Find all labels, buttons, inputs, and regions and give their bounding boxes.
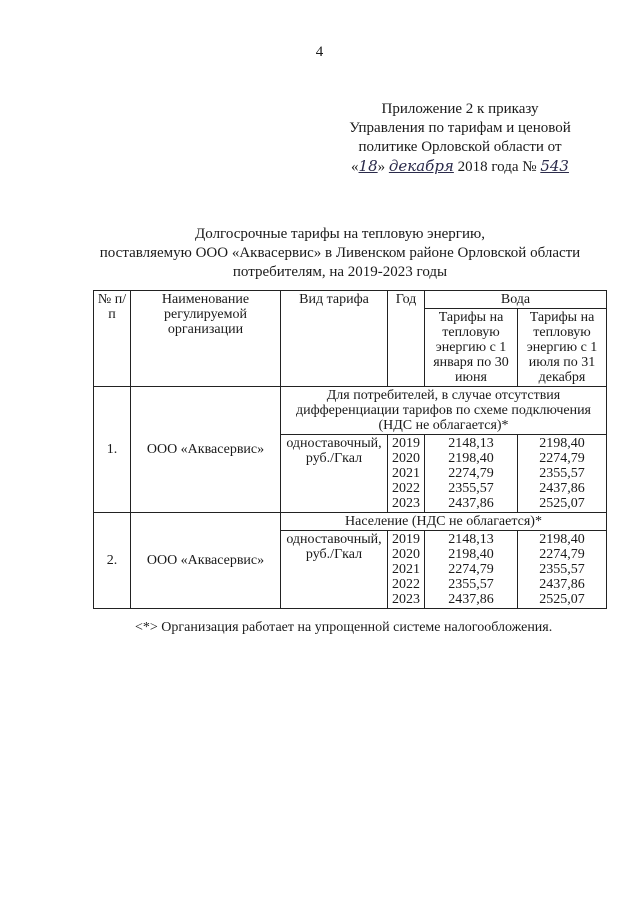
value-cell: 2274,79 xyxy=(539,547,585,562)
header-tariff-1: Тарифы на тепловую энергию с 1 января по 30 июня xyxy=(425,309,518,387)
header-year: Год xyxy=(388,291,425,387)
title-line-1: Долгосрочные тарифы на тепловую энергию, xyxy=(195,226,485,242)
value-cell: 2355,57 xyxy=(539,562,585,577)
row-2-tariff-h2 xyxy=(518,531,607,609)
value-cell: 2274,79 xyxy=(539,451,585,466)
value-cell: 2355,57 xyxy=(539,466,585,481)
table-row xyxy=(94,387,607,435)
appendix-line-2: Управления по тарифам и ценовой xyxy=(349,120,571,136)
value-cell: 2198,40 xyxy=(539,532,585,547)
document-title xyxy=(70,225,610,282)
value-cell: 2274,79 xyxy=(448,466,494,481)
row-1-tariff-type: одноставочный, руб./Гкал xyxy=(281,435,388,513)
row-1-subheader: Для потребителей, в случае отсутствия дифференциации тарифов по схеме подключения (НДС не облагается)* xyxy=(281,387,607,435)
row-2-tariff-h1 xyxy=(425,531,518,609)
value-cell: 2437,86 xyxy=(448,592,494,607)
handwritten-order-number: 543 xyxy=(540,157,569,175)
value-cell: 2274,79 xyxy=(448,562,494,577)
value-cell: 2437,86 xyxy=(539,577,585,592)
row-1-org: ООО «Аквасервис» xyxy=(131,387,281,513)
row-2-subheader: Население (НДС не облагается)* xyxy=(281,513,607,531)
header-type: Вид тарифа xyxy=(281,291,388,387)
row-1-years xyxy=(388,435,425,513)
value-cell: 2437,86 xyxy=(539,481,585,496)
value-cell: 2355,57 xyxy=(448,577,494,592)
handwritten-day: 18 xyxy=(358,157,378,175)
page-number: 4 xyxy=(315,44,324,60)
value-cell: 2198,40 xyxy=(448,547,494,562)
appendix-line-1: Приложение 2 к приказу xyxy=(381,101,539,117)
year-cell: 2019 xyxy=(392,436,420,451)
value-cell: 2525,07 xyxy=(539,592,585,607)
year-cell: 2021 xyxy=(392,466,420,481)
value-cell: 2148,13 xyxy=(448,532,494,547)
year-cell: 2019 xyxy=(392,532,420,547)
year-cell: 2021 xyxy=(392,562,420,577)
year-cell: 2022 xyxy=(392,481,420,496)
header-group: Вода xyxy=(425,291,607,309)
handwritten-month: декабря xyxy=(388,157,454,175)
year-cell: 2022 xyxy=(392,577,420,592)
year-cell: 2023 xyxy=(392,592,420,607)
order-date-line xyxy=(310,157,610,177)
table-row xyxy=(94,513,607,531)
order-year-text: 2018 года № xyxy=(457,159,537,175)
row-1-tariff-h1 xyxy=(425,435,518,513)
appendix-header xyxy=(310,100,610,177)
year-cell: 2020 xyxy=(392,547,420,562)
year-cell: 2023 xyxy=(392,496,420,511)
title-line-2: поставляемую ООО «Аквасервис» в Ливенском районе Орловской области xyxy=(99,245,581,261)
year-cell: 2020 xyxy=(392,451,420,466)
value-cell: 2525,07 xyxy=(539,496,585,511)
value-cell: 2148,13 xyxy=(448,436,494,451)
value-cell: 2198,40 xyxy=(448,451,494,466)
row-2-years xyxy=(388,531,425,609)
header-num: № п/п xyxy=(94,291,131,387)
value-cell: 2355,57 xyxy=(448,481,494,496)
row-2-num: 2. xyxy=(94,513,131,609)
row-1-num: 1. xyxy=(94,387,131,513)
footnote: <*> Организация работает на упрощенной системе налогообложения. xyxy=(135,620,553,635)
tariff-table xyxy=(93,290,607,609)
header-org: Наименование регулируемой организации xyxy=(131,291,281,387)
title-line-3: потребителям, на 2019-2023 годы xyxy=(232,264,448,280)
quote-open: « xyxy=(351,159,359,175)
value-cell: 2437,86 xyxy=(448,496,494,511)
row-2-org: ООО «Аквасервис» xyxy=(131,513,281,609)
table-header-row xyxy=(94,291,607,309)
appendix-line-3: политике Орловской области от xyxy=(358,139,562,155)
row-2-tariff-type: одноставочный, руб./Гкал xyxy=(281,531,388,609)
header-tariff-2: Тарифы на тепловую энергию с 1 июля по 31 декабря xyxy=(518,309,607,387)
row-1-tariff-h2 xyxy=(518,435,607,513)
quote-close: » xyxy=(377,159,386,175)
value-cell: 2198,40 xyxy=(539,436,585,451)
